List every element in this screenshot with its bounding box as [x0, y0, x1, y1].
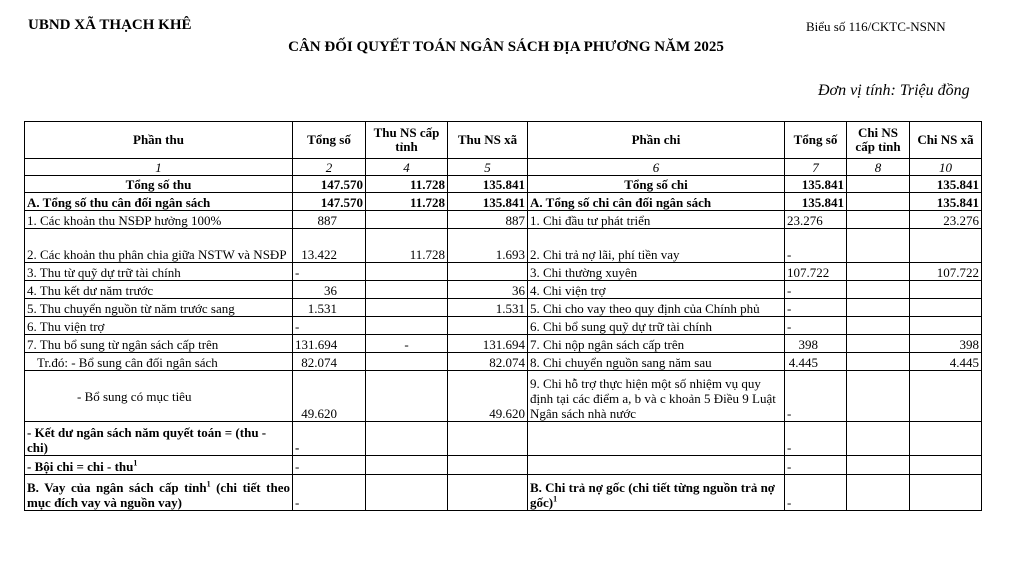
cell	[847, 211, 910, 229]
page-title: CÂN ĐỐI QUYẾT TOÁN NGÂN SÁCH ĐỊA PHƯƠNG NĂM 2025	[288, 39, 724, 55]
cell	[847, 353, 910, 371]
vay-label: B. Vay của ngân sách cấp tỉnh	[27, 480, 207, 495]
table-row	[25, 422, 982, 456]
cell: A. Tổng số chi cân đối ngân sách	[528, 193, 785, 211]
cell	[366, 475, 448, 511]
col-index: 2	[293, 159, 366, 176]
cell: -	[785, 317, 847, 335]
cell: 4. Chi viện trợ	[528, 281, 785, 299]
cell: 147.570	[293, 193, 366, 211]
table-row	[25, 229, 982, 263]
cell: -	[785, 371, 847, 422]
cell	[847, 475, 910, 511]
cell: 398	[785, 335, 847, 353]
cell: -	[366, 335, 448, 353]
cell: 8. Chi chuyển nguồn sang năm sau	[528, 353, 785, 371]
cell	[25, 456, 293, 475]
header-row	[25, 122, 982, 159]
cell: 13.422	[293, 229, 366, 263]
boi-chi-label: - Bội chi = chi - thu	[27, 459, 134, 474]
cell	[366, 211, 448, 229]
cell: Tổng số thu	[25, 176, 293, 193]
cell: 131.694	[293, 335, 366, 353]
cell: -	[293, 475, 366, 511]
cell	[528, 456, 785, 475]
cell	[910, 317, 982, 335]
cell: 135.841	[910, 193, 982, 211]
cell: 49.620	[448, 371, 528, 422]
cell: 36	[293, 281, 366, 299]
organization-name: UBND XÃ THẠCH KHÊ	[28, 17, 192, 33]
cell	[366, 299, 448, 317]
cell	[847, 422, 910, 456]
footnote-mark: 1	[206, 479, 211, 489]
table-row	[25, 475, 982, 511]
cell	[528, 475, 785, 511]
cell	[448, 456, 528, 475]
col-header-phan-chi: Phần chi	[528, 122, 785, 159]
unit-note: Đơn vị tính: Triệu đồng	[818, 82, 970, 99]
cell	[847, 229, 910, 263]
table-row	[25, 335, 982, 353]
cell: -	[293, 456, 366, 475]
cell: 11.728	[366, 229, 448, 263]
cell	[847, 281, 910, 299]
cell	[366, 422, 448, 456]
cell	[366, 353, 448, 371]
col-header-chi-ns-xa: Chi NS xã	[910, 122, 982, 159]
cell: 82.074	[293, 353, 366, 371]
cell: 3. Chi thường xuyên	[528, 263, 785, 281]
cell: 1.531	[293, 299, 366, 317]
cell: 107.722	[910, 263, 982, 281]
col-header-thu-ns-xa: Thu NS xã	[448, 122, 528, 159]
cell	[25, 475, 293, 511]
cell: 23.276	[785, 211, 847, 229]
cell	[366, 281, 448, 299]
cell: -	[785, 422, 847, 456]
cell: 82.074	[448, 353, 528, 371]
col-index: 10	[910, 159, 982, 176]
footnote-mark: 1	[133, 458, 138, 468]
cell	[366, 263, 448, 281]
cell: - Bổ sung có mục tiêu	[25, 371, 293, 422]
cell: 2. Chi trả nợ lãi, phí tiền vay	[528, 229, 785, 263]
cell: 1.531	[448, 299, 528, 317]
cell: 1. Các khoản thu NSĐP hưởng 100%	[25, 211, 293, 229]
cell: 147.570	[293, 176, 366, 193]
cell	[847, 335, 910, 353]
cell: 135.841	[448, 176, 528, 193]
cell: 4.445	[785, 353, 847, 371]
cell: 6. Chi bổ sung quỹ dự trữ tài chính	[528, 317, 785, 335]
cell	[847, 263, 910, 281]
cell: 2. Các khoản thu phân chia giữa NSTW và NSĐP	[25, 229, 293, 263]
col-index: 6	[528, 159, 785, 176]
table-row	[25, 176, 982, 193]
col-index: 7	[785, 159, 847, 176]
cell: -	[785, 475, 847, 511]
table-row	[25, 353, 982, 371]
cell: 5. Thu chuyển nguồn từ năm trước sang	[25, 299, 293, 317]
vay-detail: (chi tiết theo mục đích vay và nguồn vay)	[27, 480, 290, 510]
cell: 6. Thu viện trợ	[25, 317, 293, 335]
cell: -	[293, 263, 366, 281]
cell: 107.722	[785, 263, 847, 281]
cell	[910, 281, 982, 299]
col-index: 5	[448, 159, 528, 176]
cell	[528, 422, 785, 456]
cell: 49.620	[293, 371, 366, 422]
cell	[448, 263, 528, 281]
col-header-thu-ns-cap-tinh: Thu NS cấp tỉnh	[366, 122, 448, 159]
table-row	[25, 211, 982, 229]
footnote-mark: 1	[553, 494, 558, 504]
cell: 1. Chi đầu tư phát triển	[528, 211, 785, 229]
table-row	[25, 193, 982, 211]
table-row	[25, 299, 982, 317]
cell: 11.728	[366, 193, 448, 211]
cell: 887	[448, 211, 528, 229]
cell	[910, 422, 982, 456]
cell: 135.841	[785, 193, 847, 211]
cell	[847, 456, 910, 475]
cell: 131.694	[448, 335, 528, 353]
cell	[847, 299, 910, 317]
cell: -	[785, 456, 847, 475]
table-row	[25, 456, 982, 475]
cell: 11.728	[366, 176, 448, 193]
col-index: 8	[847, 159, 910, 176]
cell	[847, 371, 910, 422]
cell: A. Tổng số thu cân đối ngân sách	[25, 193, 293, 211]
col-index: 1	[25, 159, 293, 176]
cell: 4. Thu kết dư năm trước	[25, 281, 293, 299]
table-row	[25, 263, 982, 281]
cell: 4.445	[910, 353, 982, 371]
form-number: Biểu số 116/CKTC-NSNN	[806, 19, 946, 34]
col-header-phan-thu: Phần thu	[25, 122, 293, 159]
cell	[910, 229, 982, 263]
cell	[448, 422, 528, 456]
cell: 7. Thu bổ sung từ ngân sách cấp trên	[25, 335, 293, 353]
cell: 135.841	[785, 176, 847, 193]
cell: 7. Chi nộp ngân sách cấp trên	[528, 335, 785, 353]
cell	[366, 456, 448, 475]
cell: 887	[293, 211, 366, 229]
cell: -	[785, 281, 847, 299]
cell: 135.841	[448, 193, 528, 211]
cell	[910, 371, 982, 422]
cell: 135.841	[910, 176, 982, 193]
cell	[910, 475, 982, 511]
cell: 9. Chi hỗ trợ thực hiện một số nhiệm vụ quy định tại các điểm a, b và c khoản 5 Điều 9 Luật Ngân sách nhà nước	[528, 371, 785, 422]
cell: - Kết dư ngân sách năm quyết toán = (thu - chi)	[25, 422, 293, 456]
cell: 36	[448, 281, 528, 299]
chi-tra-no-goc-label: B. Chi trả nợ gốc (chi tiết từng nguồn trả nợ gốc)	[530, 480, 776, 510]
cell: Tổng số chi	[528, 176, 785, 193]
cell: -	[785, 299, 847, 317]
cell	[847, 176, 910, 193]
col-header-tong-so-chi: Tổng số	[785, 122, 847, 159]
cell	[448, 475, 528, 511]
col-header-chi-ns-cap-tinh: Chi NS cấp tỉnh	[847, 122, 910, 159]
cell	[910, 456, 982, 475]
table-row	[25, 371, 982, 422]
cell	[910, 299, 982, 317]
cell: 398	[910, 335, 982, 353]
budget-table	[24, 121, 982, 511]
table-row	[25, 317, 982, 335]
cell: 3. Thu từ quỹ dự trữ tài chính	[25, 263, 293, 281]
cell: -	[293, 422, 366, 456]
cell: Tr.đó: - Bổ sung cân đối ngân sách	[25, 353, 293, 371]
cell	[366, 371, 448, 422]
column-index-row	[25, 159, 982, 176]
col-header-tong-so: Tổng số	[293, 122, 366, 159]
cell: -	[293, 317, 366, 335]
cell	[847, 193, 910, 211]
cell	[366, 317, 448, 335]
cell: -	[785, 229, 847, 263]
table-row	[25, 281, 982, 299]
cell: 5. Chi cho vay theo quy định của Chính phủ	[528, 299, 785, 317]
cell: 23.276	[910, 211, 982, 229]
cell	[448, 317, 528, 335]
cell: 1.693	[448, 229, 528, 263]
cell	[847, 317, 910, 335]
col-index: 4	[366, 159, 448, 176]
